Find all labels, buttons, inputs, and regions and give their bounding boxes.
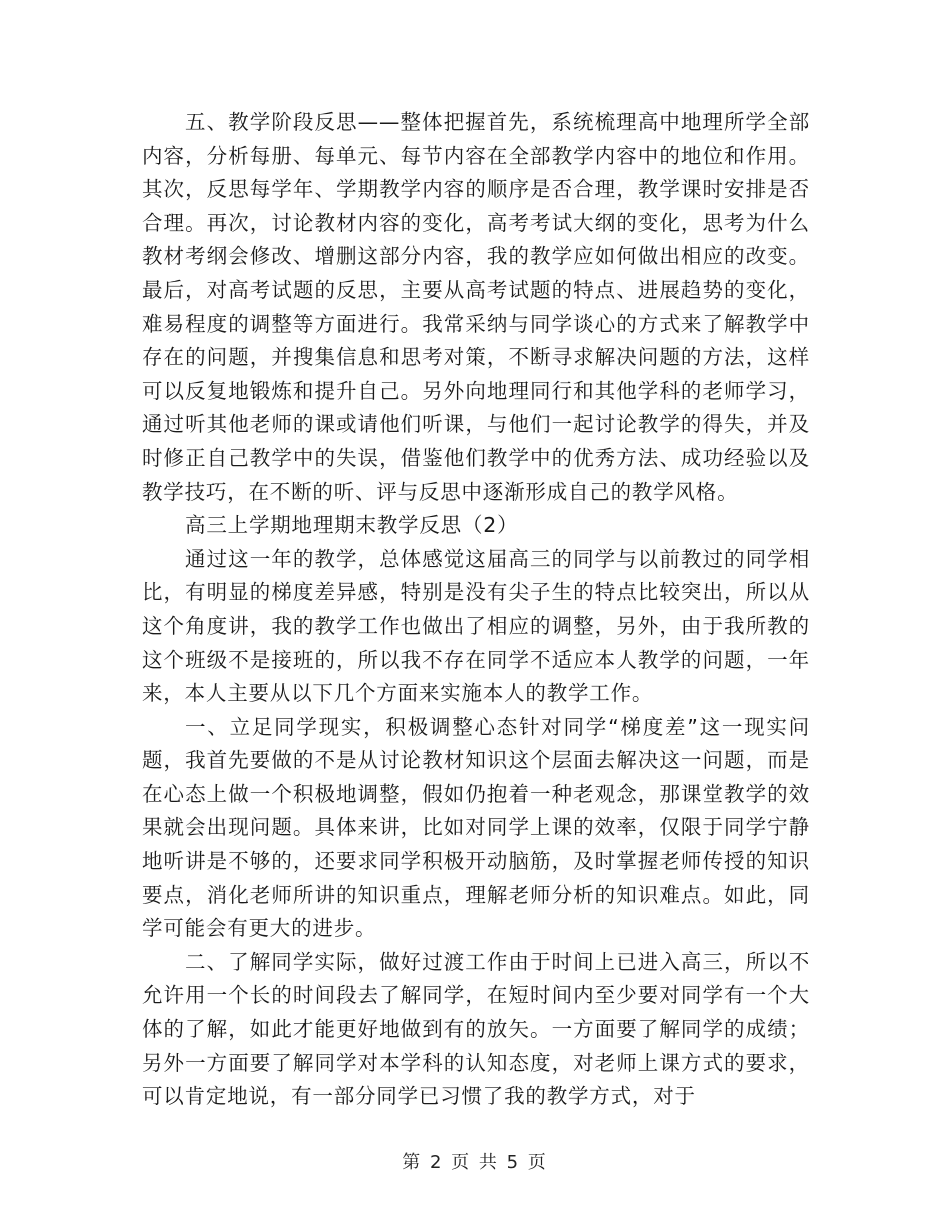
document-body xyxy=(142,106,810,1114)
paragraph-point-one: 一、立足同学现实，积极调整心态针对同学“梯度差”这一现实问题，我首先要做的不是从讨论教材知识这个层面去解决这一问题，而是在心态上做一个积极地调整，假如仍抱着一种老观念，那课堂教学的效果就会出现问题。具体来讲，比如对同学上课的效率，仅限于同学宁静地听讲是不够的，还要求同学积极开动脑筋，及时掌握老师传授的知识要点，消化老师所讲的知识重点，理解老师分析的知识难点。如此，同学可能会有更大的进步。 xyxy=(142,714,810,941)
paragraph-point-two: 二、了解同学实际，做好过渡工作由于时间上已进入高三，所以不允许用一个长的时间段去了解同学，在短时间内至少要对同学有一个大体的了解，如此才能更好地做到有的放矢。一方面要了解同学的成绩；另外一方面要了解同学对本学科的认知态度，对老师上课方式的要求，可以肯定地说，有一部分同学已习惯了我的教学方式，对于 xyxy=(142,949,810,1109)
page-number-footer: 第 2 页 共 5 页 xyxy=(402,1152,548,1173)
paragraph-year-overview: 通过这一年的教学，总体感觉这届高三的同学与以前教过的同学相比，有明显的梯度差异感，特别是没有尖子生的特点比较突出，所以从这个角度讲，我的教学工作也做出了相应的调整，另外，由于我所教的这个班级不是接班的，所以我不存在同学不适应本人教学的问题，一年来，本人主要从以下几个方面来实施本人的教学工作。 xyxy=(142,546,810,706)
section-heading-reflection-2: 高三上学期地理期末教学反思（2） xyxy=(185,513,519,538)
paragraph-teaching-stage-reflection: 五、教学阶段反思——整体把握首先，系统梳理高中地理所学全部内容，分析每册、每单元、每节内容在全部教学内容中的地位和作用。其次，反思每学年、学期教学内容的顺序是否合理，教学课时安排是否合理。再次，讨论教材内容的变化，高考考试大纲的变化，思考为什么教材考纲会修改、增删这部分内容，我的教学应如何做出相应的改变。最后，对高考试题的反思，主要从高考试题的特点、进展趋势的变化，难易程度的调整等方面进行。我常采纳与同学谈心的方式来了解教学中存在的问题，并搜集信息和思考对策，不断寻求解决问题的方法，这样可以反复地锻炼和提升自己。另外向地理同行和其他学科的老师学习，通过听其他老师的课或请他们听课，与他们一起讨论教学的得失，并及时修正自己教学中的失误，借鉴他们教学中的优秀方法、成功经验以及教学技巧，在不断的听、评与反思中逐渐形成自己的教学风格。 xyxy=(142,110,810,504)
